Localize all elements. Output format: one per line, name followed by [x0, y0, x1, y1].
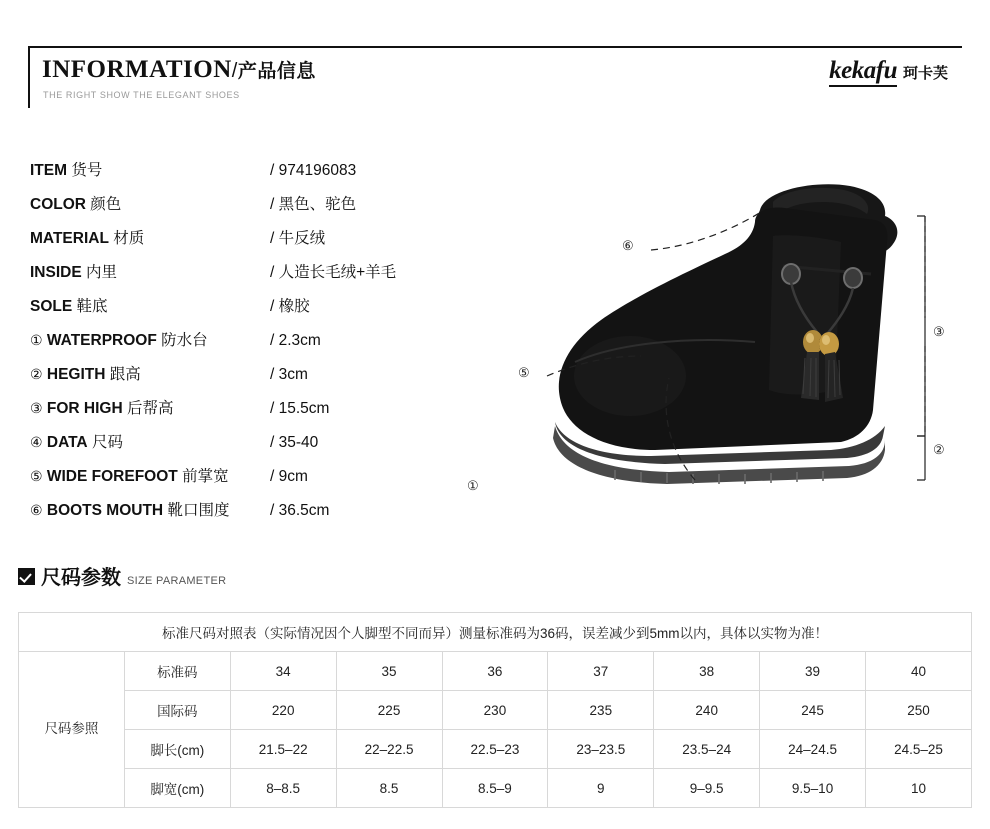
- spec-label-cn: 前掌宽: [182, 468, 229, 485]
- callout-1: ①: [467, 478, 479, 493]
- spec-value: / 橡胶: [270, 298, 310, 315]
- table-cell: 39: [760, 652, 866, 691]
- spec-label-en: ITEM: [30, 162, 68, 179]
- table-row: [19, 769, 972, 808]
- table-cell: 220: [230, 691, 336, 730]
- spec-row: [30, 362, 460, 396]
- page-title-slash: /: [231, 60, 238, 82]
- table-row: [19, 652, 972, 691]
- row-header: 国际码: [124, 691, 230, 730]
- spec-label-en: FOR HIGH: [46, 400, 123, 417]
- table-cell: 9–9.5: [654, 769, 760, 808]
- spec-label: [30, 192, 270, 214]
- spec-label-cn: 颜色: [90, 196, 122, 213]
- spec-label-cn: 材质: [113, 230, 145, 247]
- spec-row: [30, 430, 460, 464]
- check-icon: [18, 568, 35, 585]
- size-table-note: 标准尺码对照表（实际情况因个人脚型不同而异）测量标准码为36码，误差减少到5mm以内，具体以实物为准！: [19, 613, 972, 652]
- spec-label: [30, 430, 270, 452]
- size-section-header: [18, 568, 226, 588]
- spec-label: [30, 396, 270, 418]
- spec-index: ①: [30, 332, 43, 348]
- callout-5: ⑤: [518, 365, 530, 380]
- spec-row: [30, 192, 460, 226]
- spec-label-cn: 跟高: [109, 366, 141, 383]
- spec-value: / 2.3cm: [270, 332, 321, 349]
- spec-label-cn: 内里: [86, 264, 118, 281]
- table-cell: 8.5–9: [442, 769, 548, 808]
- spec-row: [30, 464, 460, 498]
- spec-index: ③: [30, 400, 43, 416]
- spec-label-cn: 防水台: [161, 332, 208, 349]
- callout-2: ②: [933, 442, 945, 457]
- spec-value: / 35-40: [270, 434, 319, 451]
- spec-label-cn: 尺码: [91, 434, 123, 451]
- table-cell: 8–8.5: [230, 769, 336, 808]
- spec-label: [30, 294, 270, 316]
- table-cell: 38: [654, 652, 760, 691]
- spec-label-cn: 鞋底: [76, 298, 108, 315]
- table-cell: 24.5–25: [866, 730, 972, 769]
- table-cell: 22–22.5: [336, 730, 442, 769]
- spec-index: ④: [30, 434, 43, 450]
- boot-illustration: [455, 150, 975, 540]
- table-cell: 22.5–23: [442, 730, 548, 769]
- spec-label-en: WATERPROOF: [46, 332, 157, 349]
- table-cell: 23.5–24: [654, 730, 760, 769]
- spec-value: / 15.5cm: [270, 400, 330, 417]
- table-cell: 9.5–10: [760, 769, 866, 808]
- product-photo: [455, 150, 975, 540]
- spec-label-en: BOOTS MOUTH: [46, 502, 164, 519]
- table-note-row: [19, 613, 972, 652]
- callout-6: ⑥: [622, 238, 634, 253]
- spec-value: / 36.5cm: [270, 502, 330, 519]
- table-cell: 245: [760, 691, 866, 730]
- header-left-rule: [28, 46, 30, 108]
- row-header: 标准码: [124, 652, 230, 691]
- spec-value: / 3cm: [270, 366, 308, 383]
- row-header: 脚长(cm): [124, 730, 230, 769]
- table-cell: 10: [866, 769, 972, 808]
- table-cell: 23–23.5: [548, 730, 654, 769]
- table-cell: 250: [866, 691, 972, 730]
- table-cell: 235: [548, 691, 654, 730]
- table-cell: 21.5–22: [230, 730, 336, 769]
- brand-logo: [829, 58, 948, 87]
- spec-value: / 人造长毛绒+羊毛: [270, 264, 397, 281]
- spec-row: [30, 260, 460, 294]
- table-cell: 36: [442, 652, 548, 691]
- spec-label: [30, 158, 270, 180]
- spec-row: [30, 294, 460, 328]
- spec-row: [30, 328, 460, 362]
- header-top-rule: [28, 46, 962, 48]
- brand-name-latin: kekafu: [829, 58, 897, 87]
- table-cell: 24–24.5: [760, 730, 866, 769]
- spec-label: [30, 328, 270, 350]
- spec-label-cn: 后帮高: [126, 400, 174, 417]
- spec-row: [30, 158, 460, 192]
- callout-3: ③: [933, 324, 945, 339]
- size-table-side-label: 尺码参照: [19, 652, 125, 808]
- table-row: [19, 691, 972, 730]
- spec-label-en: SOLE: [30, 298, 73, 315]
- spec-label-en: MATERIAL: [30, 230, 109, 247]
- spec-row: [30, 226, 460, 260]
- page-subtitle: THE RIGHT SHOW THE ELEGANT SHOES: [43, 90, 240, 100]
- table-cell: 240: [654, 691, 760, 730]
- spec-index: ②: [30, 366, 43, 382]
- spec-value: / 黑色、驼色: [270, 196, 357, 213]
- table-cell: 230: [442, 691, 548, 730]
- spec-label: [30, 362, 270, 384]
- brand-name-cn: 珂卡芙: [902, 65, 948, 82]
- spec-label: [30, 226, 270, 248]
- table-cell: 40: [866, 652, 972, 691]
- spec-row: [30, 396, 460, 430]
- spec-label-en: COLOR: [30, 196, 86, 213]
- spec-label-en: HEGITH: [46, 366, 106, 383]
- table-cell: 225: [336, 691, 442, 730]
- page-header: [28, 46, 962, 108]
- spec-label-en: DATA: [46, 434, 88, 451]
- spec-label: [30, 498, 270, 520]
- size-section-title: 尺码参数: [41, 567, 121, 589]
- spec-value: / 9cm: [270, 468, 308, 485]
- table-row: [19, 730, 972, 769]
- spec-label-cn: 靴口围度: [167, 502, 230, 519]
- size-section-subtitle: SIZE PARAMETER: [127, 575, 227, 587]
- spec-label-cn: 货号: [71, 162, 103, 179]
- row-header: 脚宽(cm): [124, 769, 230, 808]
- spec-row: [30, 498, 460, 532]
- spec-index: ⑥: [30, 502, 43, 518]
- table-cell: 35: [336, 652, 442, 691]
- spec-value: / 牛反绒: [270, 230, 326, 247]
- page-title-cn: 产品信息: [237, 61, 316, 82]
- table-cell: 9: [548, 769, 654, 808]
- page-title: [42, 56, 316, 84]
- spec-index: ⑤: [30, 468, 43, 484]
- spec-list: [30, 158, 460, 532]
- spec-value: / 974196083: [270, 162, 357, 179]
- table-cell: 37: [548, 652, 654, 691]
- table-cell: 34: [230, 652, 336, 691]
- spec-label-en: INSIDE: [30, 264, 82, 281]
- size-table: [18, 612, 972, 808]
- spec-label-en: WIDE FOREFOOT: [46, 468, 178, 485]
- spec-label: [30, 260, 270, 282]
- table-cell: 8.5: [336, 769, 442, 808]
- page-title-en: INFORMATION: [42, 56, 232, 83]
- spec-label: [30, 464, 270, 486]
